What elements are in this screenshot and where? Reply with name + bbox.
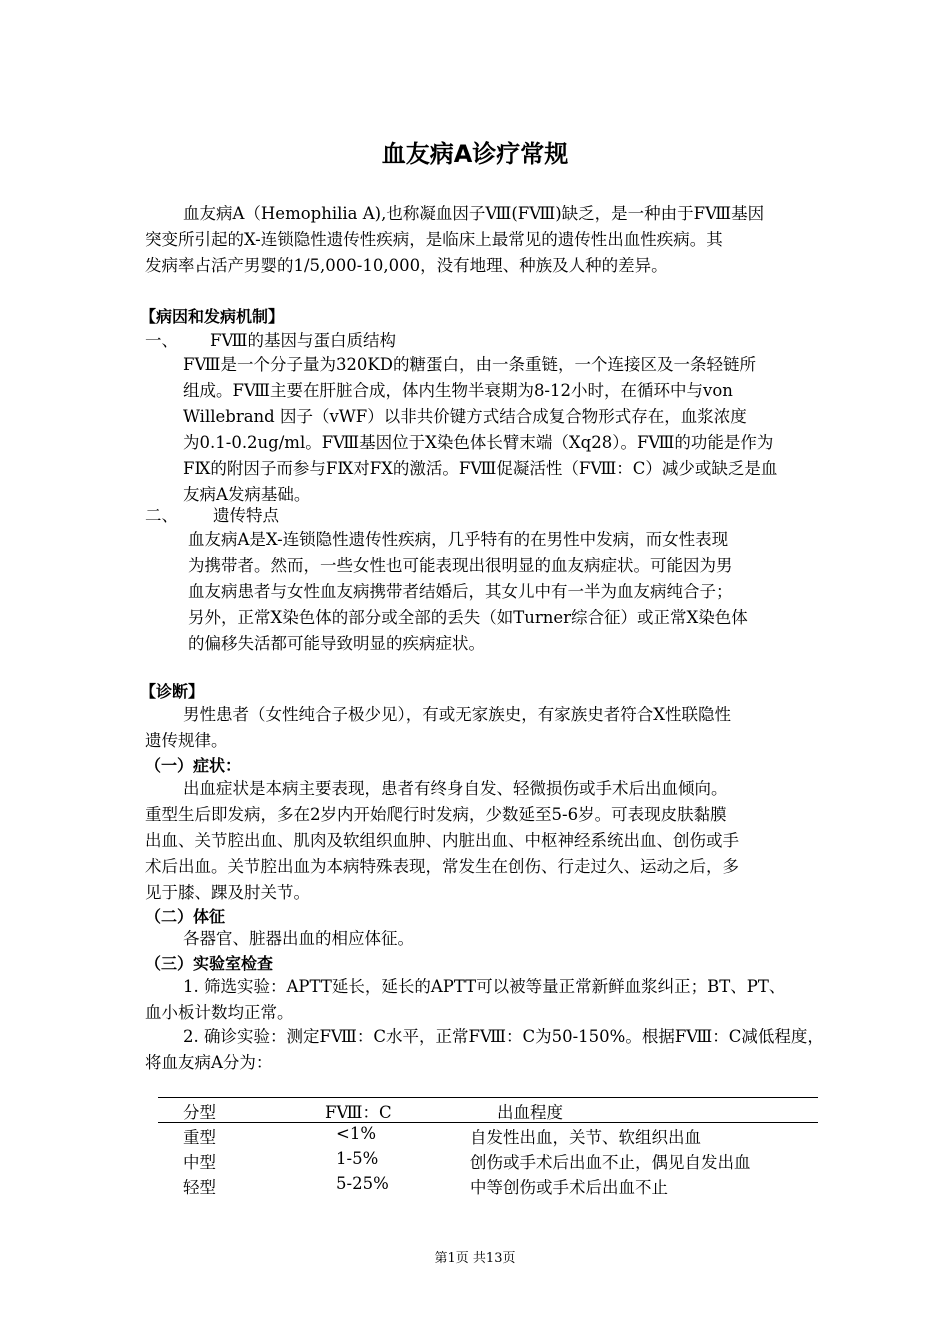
paragraph-line: 1. 筛选实验：APTT延长，延长的APTT可以被等量正常新鲜血浆纠正；BT、PT、 xyxy=(183,977,786,996)
table-cell: <1% xyxy=(336,1124,377,1143)
paragraph-line: 组成。FⅧ主要在肝脏合成，体内生物半衰期为8-12小时，在循环中与von xyxy=(183,381,733,400)
table-cell: 重型 xyxy=(183,1128,216,1147)
list-number: 二、 xyxy=(145,506,178,525)
paragraph-line: 重型生后即发病，多在2岁内开始爬行时发病，少数延至5-6岁。可表现皮肤黏膜 xyxy=(145,805,727,824)
subheading-signs: （二）体征 xyxy=(145,907,226,926)
paragraph-line: 术后出血。关节腔出血为本病特殊表现，常发生在创伤、行走过久、运动之后，多 xyxy=(145,857,739,876)
table-header-type: 分型 xyxy=(183,1103,216,1122)
paragraph-line: 出血症状是本病主要表现，患者有终身自发、轻微损伤或手术后出血倾向。 xyxy=(183,779,728,798)
paragraph-line: 各器官、脏器出血的相应体征。 xyxy=(183,929,414,948)
table-cell: 1-5% xyxy=(336,1149,379,1168)
section-heading-etiology: 【病因和发病机制】 xyxy=(140,307,285,326)
table-cell: 自发性出血，关节、软组织出血 xyxy=(470,1128,701,1147)
paragraph-line: 2. 确诊实验：测定FⅧ：C水平，正常FⅧ：C为50-150%。根据FⅧ：C减低程度， xyxy=(183,1027,824,1046)
paragraph-line: 遗传规律。 xyxy=(145,731,228,750)
table-cell: 5-25% xyxy=(336,1174,389,1193)
table-header-bleeding: 出血程度 xyxy=(497,1103,563,1122)
paragraph-line: 血小板计数均正常。 xyxy=(145,1003,294,1022)
page-footer: 第1页 共13页 xyxy=(434,1251,516,1266)
subheading-symptoms: （一）症状： xyxy=(145,756,242,775)
paragraph-line: 友病A发病基础。 xyxy=(183,485,311,504)
paragraph-line: 为0.1-0.2ug/ml。FⅧ基因位于X染色体长臂末端（Xq28）。FⅧ的功能是作为 xyxy=(183,433,774,452)
page-title: 血友病A诊疗常规 xyxy=(381,140,569,168)
table-cell: 创伤或手术后出血不止，偶见自发出血 xyxy=(470,1153,751,1172)
subheading-lab-tests: （三）实验室检查 xyxy=(145,954,274,973)
table-cell: 中等创伤或手术后出血不止 xyxy=(470,1178,668,1197)
paragraph-line: 血友病A是X-连锁隐性遗传性疾病，几乎特有的在男性中发病，而女性表现 xyxy=(188,530,729,549)
paragraph-line: 为携带者。然而，一些女性也可能表现出很明显的血友病症状。可能因为男 xyxy=(188,556,733,575)
section-heading-diagnosis: 【诊断】 xyxy=(140,682,205,701)
paragraph-line: 出血、关节腔出血、肌肉及软组织血肿、内脏出血、中枢神经系统出血、创伤或手 xyxy=(145,831,739,850)
paragraph-line: FⅨ的附因子而参与FⅨ对FX的激活。FⅧ促凝活性（FⅧ：C）减少或缺乏是血 xyxy=(183,459,778,478)
subsection-title-structure: FⅧ的基因与蛋白质结构 xyxy=(210,331,396,350)
intro-line: 突变所引起的X-连锁隐性遗传性疾病，是临床上最常见的遗传性出血性疾病。其 xyxy=(145,230,723,249)
intro-line: 血友病A（Hemophilia A),也称凝血因子Ⅷ(FⅧ)缺乏，是一种由于FⅧ基因 xyxy=(183,204,765,223)
table-header-fviii: FⅧ：C xyxy=(325,1103,392,1122)
table-cell: 轻型 xyxy=(183,1178,216,1197)
intro-line: 发病率占活产男婴的1/5,000-10,000，没有地理、种族及人种的差异。 xyxy=(145,256,668,275)
paragraph-line: 见于膝、踝及肘关节。 xyxy=(145,883,310,902)
paragraph-line: 另外，正常X染色体的部分或全部的丢失（如Turner综合征）或正常X染色体 xyxy=(188,608,748,627)
table-top-rule xyxy=(158,1097,818,1098)
paragraph-line: 血友病患者与女性血友病携带者结婚后，其女儿中有一半为血友病纯合子； xyxy=(188,582,733,601)
subsection-title-inheritance: 遗传特点 xyxy=(213,506,279,525)
paragraph-line: 的偏移失活都可能导致明显的疾病症状。 xyxy=(188,634,485,653)
table-cell: 中型 xyxy=(183,1153,216,1172)
paragraph-line: Willebrand 因子（vWF）以非共价键方式结合成复合物形式存在，血浆浓度 xyxy=(183,407,747,426)
list-number: 一、 xyxy=(145,331,178,350)
paragraph-line: 男性患者（女性纯合子极少见），有或无家族史，有家族史者符合X性联隐性 xyxy=(183,705,731,724)
paragraph-line: FⅧ是一个分子量为320KD的糖蛋白，由一条重链，一个连接区及一条轻链所 xyxy=(183,355,756,374)
table-header-rule xyxy=(158,1122,818,1123)
paragraph-line: 将血友病A分为： xyxy=(145,1053,273,1072)
